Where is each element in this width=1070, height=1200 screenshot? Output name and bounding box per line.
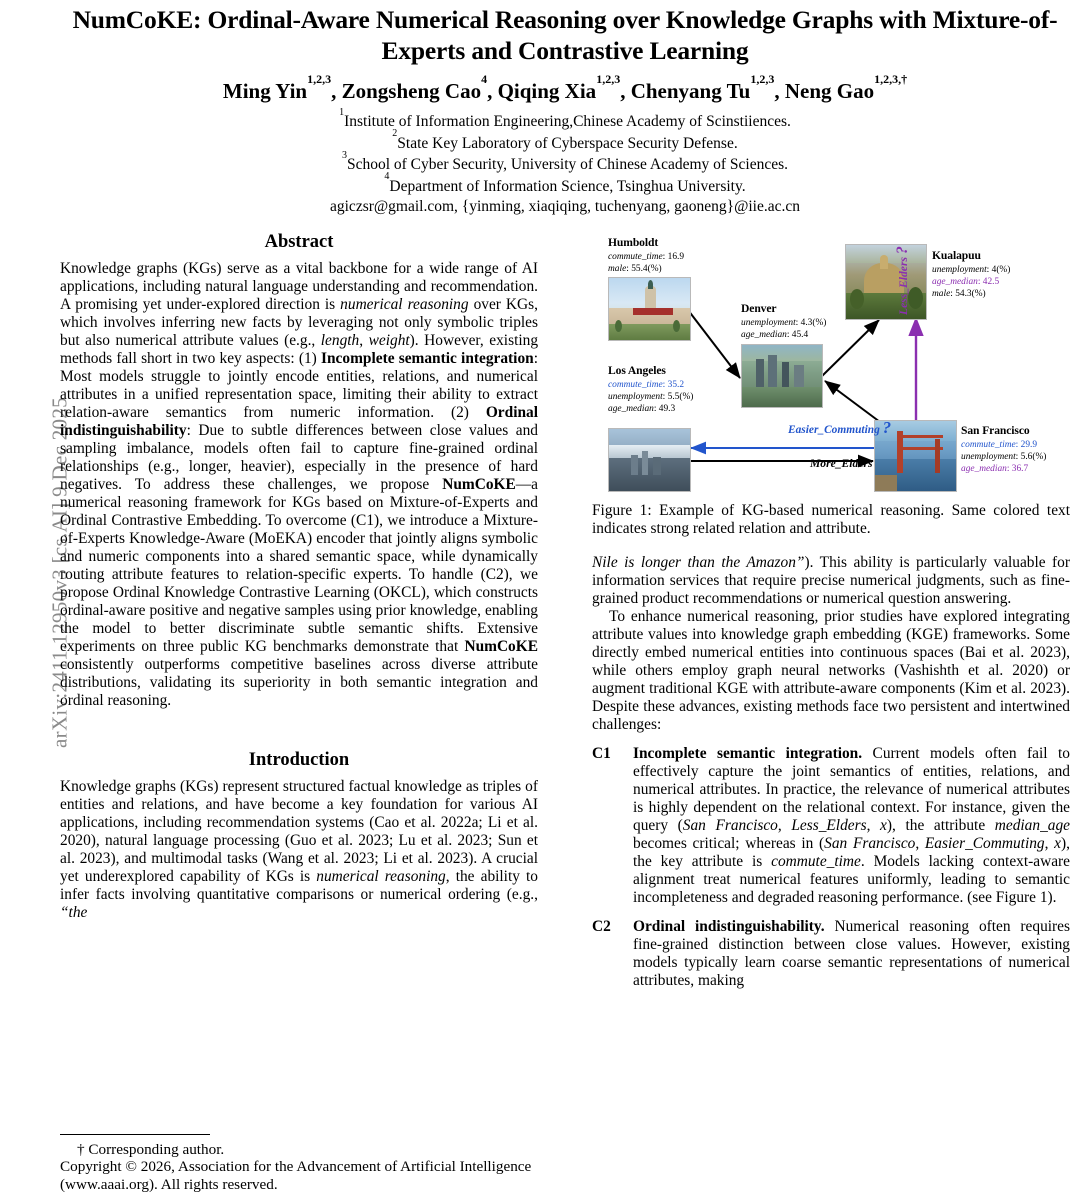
affiliation-text: Institute of Information Engineering,Chinese Academy of Scinstiiences. — [344, 113, 791, 131]
two-column-body — [60, 232, 1070, 1200]
entity-attribute: commute_time: 16.9 — [608, 251, 685, 262]
left-column — [60, 232, 538, 1200]
affiliation-text: Department of Information Science, Tsinghua University. — [389, 177, 746, 195]
right-column-paragraph-continued: Nile is longer than the Amazon”). This ability is particularly valuable for information services that require precise numerical judgments, such as fine-grained product recommendations or numerical question answering. — [592, 554, 1070, 607]
figure-canvas — [592, 232, 1070, 494]
footnote-corresponding-author: † Corresponding author. — [77, 1140, 225, 1158]
entity-attribute: male: 55.4(%) — [608, 263, 662, 274]
challenge-c1 — [592, 745, 1070, 907]
footnote-block — [60, 1134, 538, 1194]
entity-attribute: age_median: 36.7 — [961, 463, 1029, 474]
right-column-paragraph-2: To enhance numerical reasoning, prior studies have explored integrating attribute values into knowledge graph embedding (KGE) frameworks. Some directly embed numerical entities into continuous spaces (Bai et al. 2023), while others employ graph neural networks (Vashishth et al. 2020) or augment traditional KGE with attribute-aware components (Kim et al. 2023). Despite these advances, existing methods face two persistent and intertwined challenges: — [592, 607, 1070, 733]
abstract-heading: Abstract — [264, 232, 334, 252]
challenge-text: Incomplete semantic integration. Current models often fail to effectively capture the joint semantics of entities, relations, and numerical attributes. In practice, the relevance of numerical attributes is highly dependent on the relational context. For instance, given the query (San Francisco, Less_Elders, x), the attribute median_age becomes critical; whereas in (San Francisco, Easier_Commuting, x), the key attribute is commute_time. Models lacking context-aware alignment treat numerical features uniformly, leading to semantic incompleteness and degraded reasoning performance. (see Figure 1). — [633, 744, 1070, 906]
challenge-c2 — [592, 918, 1070, 990]
abstract-text: Knowledge graphs (KGs) serve as a vital backbone for a wide range of AI applications, including natural language understanding and recommendation. A promising yet under-explored direction is numerical reasoning over KGs, which involves inferring new facts by leveraging not only symbolic triples but also numerical attribute values (e.g., length, weight). However, existing methods fall short in two key aspects: (1) Incomplete semantic integration: Most models struggle to jointly encode entities, relations, and numerical attributes in a unified representation space, limiting their ability to extract relation-aware semantics from numeric information. (2) Ordinal indistinguishability: Due to subtle differences between close values and sampling imbalance, models often fail to capture fine-grained ordinal relationships (e.g., longer, heavier), especially in the presence of hard negatives. To address these challenges, we propose NumCoKE—a numerical reasoning framework for KGs based on Mixture-of-Experts and Ordinal Contrastive Embedding. To overcome (C1), we introduce a Mixture-of-Experts Knowledge-Aware (MoEKA) encoder that jointly aligns symbolic and numeric components into a shared semantic space, while dynamically routing attribute features to relation-specific experts. To handle (C2), we propose Ordinal Knowledge Contrastive Learning (OKCL), which constructs ordinal-aware positive and negative samples using prior knowledge, enabling the model to better discriminate subtle semantic shifts. Extensive experiments on three public KG benchmarks demonstrate that NumCoKE consistently outperforms competitive baselines across diverse attribute distributions, validating its superiority in both semantic integration and ordinal reasoning. — [60, 260, 539, 709]
photo-denver — [741, 344, 823, 408]
challenge-tag: C2 — [592, 917, 611, 935]
figure-1 — [592, 232, 1070, 494]
photo-los-angeles — [608, 428, 691, 492]
affiliation-item — [60, 149, 1070, 175]
title-block — [60, 0, 1070, 216]
photo-humboldt — [608, 277, 691, 341]
entity-los-angeles — [608, 364, 693, 415]
entity-attribute: unemployment: 5.6(%) — [961, 451, 1047, 462]
entity-attribute: unemployment: 4(%) — [932, 264, 1011, 275]
entity-attribute: unemployment: 4.3(%) — [741, 317, 827, 328]
entity-attribute: male: 54.3(%) — [932, 288, 986, 299]
challenge-tag: C1 — [592, 744, 611, 762]
introduction-heading: Introduction — [248, 749, 350, 770]
affiliation-item — [60, 106, 1070, 132]
relation-label-more-elders: More_Elders — [810, 457, 873, 470]
entity-denver — [741, 302, 826, 341]
introduction-paragraph: Knowledge graphs (KGs) represent structured factual knowledge as triples of entities and relations, and have become a key foundation for various AI applications, including recommendation systems (Cao et al. 2022a; Li et al. 2020), natural language processing (Guo et al. 2023; Lu et al. 2023; Sun et al. 2023), and multimodal tasks (Wang et al. 2023; Li et al. 2023). A crucial yet underexplored capability of KGs is numerical reasoning, the ability to infer facts involving quantitative comparisons or numerical ordering (e.g., “the — [60, 777, 539, 921]
author-emails: agiczsr@gmail.com, {yinming, xiaqiqing, tuchenyang, gaoneng}@iie.ac.cn — [330, 198, 800, 216]
affiliation-item — [60, 128, 1070, 154]
photo-kualapuu — [845, 244, 927, 320]
entity-name: Denver — [741, 302, 777, 315]
right-column — [592, 232, 1070, 1200]
footnote-rule — [60, 1134, 210, 1135]
entity-name: Los Angeles — [608, 364, 666, 377]
figure-caption: Figure 1: Example of KG-based numerical reasoning. Same colored text indicates strong related relation and attribute. — [592, 502, 1070, 538]
affiliation-marker: 2 — [392, 128, 398, 140]
entity-name: Kualapuu — [932, 249, 981, 262]
entity-attribute: unemployment: 5.5(%) — [608, 391, 694, 402]
entity-humboldt — [608, 236, 684, 275]
affiliation-item — [60, 171, 1070, 197]
affiliation-list — [60, 106, 1070, 197]
entity-attribute: commute_time: 35.2 — [608, 379, 685, 390]
arxiv-stamp: arXiv:2411.12950v3 [cs.AI] 9 Dec 2025 — [47, 397, 72, 748]
paper-page — [60, 0, 1070, 1200]
affiliation-marker: 1 — [339, 106, 345, 118]
page-title: NumCoKE: Ordinal-Aware Numerical Reasoning over Knowledge Graphs with Mixture-of-Experts and Contrastive Learning — [72, 5, 1058, 66]
relation-label-easier-commuting: Easier_Commuting ? — [788, 418, 892, 437]
challenge-text: Ordinal indistinguishability. Numerical reasoning often requires fine-grained distinction between close values. However, existing models typically learn coarse semantic representations of numerical attributes, making — [633, 917, 1070, 989]
affiliation-text: School of Cyber Security, University of Chinese Academy of Sciences. — [346, 156, 789, 174]
affiliation-marker: 3 — [341, 149, 347, 161]
entity-attribute: commute_time: 29.9 — [961, 439, 1038, 450]
affiliation-marker: 4 — [384, 171, 390, 183]
entity-san-francisco — [961, 424, 1046, 475]
relation-label-less-elders: Less_Elders ? — [894, 246, 911, 315]
entity-attribute: age_median: 49.3 — [608, 403, 676, 414]
footnote-copyright: Copyright © 2026, Association for the Advancement of Artificial Intelligence (www.aaai.org). All rights reserved. — [60, 1158, 532, 1194]
entity-kualapuu — [932, 249, 1010, 300]
entity-name: San Francisco — [961, 424, 1030, 437]
author-list: Ming Yin$^{1,2,3}$, Zongsheng Cao$^4$, Qiqing Xia$^{1,2,3}$, Chenyang Tu$^{1,2,3}$, Neng Gao$^{1,2,3,\dagger}$ — [222, 71, 908, 104]
entity-name: Humboldt — [608, 236, 659, 249]
entity-attribute: age_median: 42.5 — [932, 276, 1000, 287]
affiliation-text: State Key Laboratory of Cyberspace Security Defense. — [397, 134, 738, 152]
entity-attribute: age_median: 45.4 — [741, 329, 809, 340]
